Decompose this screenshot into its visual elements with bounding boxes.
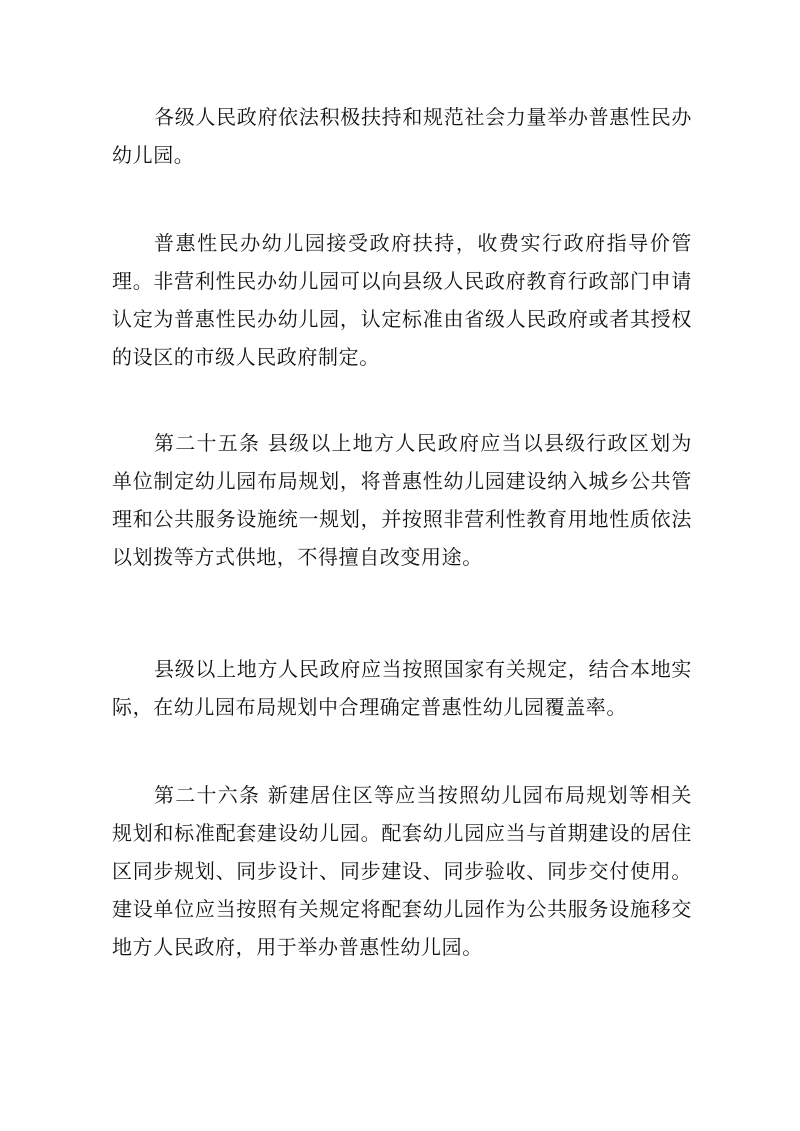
paragraph-4: 县级以上地方人民政府应当按照国家有关规定，结合本地实际，在幼儿园布局规划中合理确定普惠性幼儿园覆盖率。 xyxy=(112,657,692,719)
paragraph-2: 普惠性民办幼儿园接受政府扶持，收费实行政府指导价管理。非营利性民办幼儿园可以向县级人民政府教育行政部门申请认定为普惠性民办幼儿园，认定标准由省级人民政府或者其授权的设区的市级人民政府制定。 xyxy=(112,231,692,369)
paragraph-article-26: 第二十六条 新建居住区等应当按照幼儿园布局规划等相关规划和标准配套建设幼儿园。配套幼儿园应当与首期建设的居住区同步规划、同步设计、同步建设、同步验收、同步交付使用。建设单位应当按照有关规定将配套幼儿园作为公共服务设施移交地方人民政府，用于举办普惠性幼儿园。 xyxy=(112,783,692,959)
paragraph-article-25: 第二十五条 县级以上地方人民政府应当以县级行政区划为单位制定幼儿园布局规划，将普惠性幼儿园建设纳入城乡公共管理和公共服务设施统一规划，并按照非营利性教育用地性质依法以划拨等方式供地，不得擅自改变用途。 xyxy=(112,431,692,569)
paragraph-1: 各级人民政府依法积极扶持和规范社会力量举办普惠性民办幼儿园。 xyxy=(112,105,692,167)
